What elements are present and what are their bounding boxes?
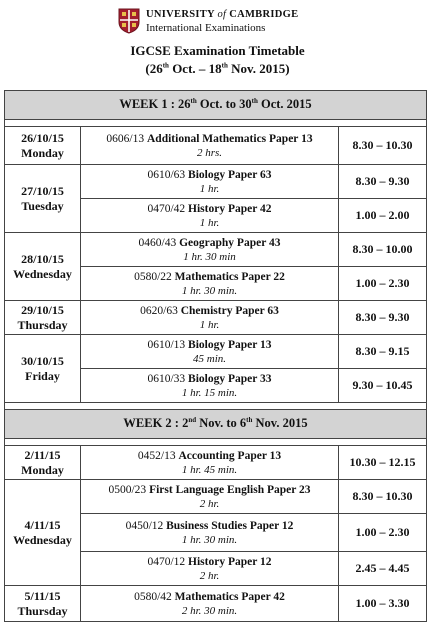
examinations-subtitle: International Examinations bbox=[146, 22, 266, 34]
time-cell: 8.30 – 10.30 bbox=[339, 127, 427, 165]
exam-period: (26th Oct. – 18th Nov. 2015) bbox=[145, 61, 290, 76]
exam-cell: 0610/63 Biology Paper 63 1 hr. bbox=[81, 165, 339, 199]
day-cell: 26/10/15 Monday bbox=[5, 127, 81, 165]
exam-cell: 0470/12 History Paper 12 2 hr. bbox=[81, 552, 339, 586]
table-row bbox=[5, 446, 427, 480]
exam-cell: 0470/42 History Paper 42 1 hr. bbox=[81, 199, 339, 233]
time-cell: 2.45 – 4.45 bbox=[339, 552, 427, 586]
table-row bbox=[5, 165, 427, 199]
week-2-heading: WEEK 2 : 2nd Nov. to 6th Nov. 2015 bbox=[5, 410, 427, 439]
table-row bbox=[5, 127, 427, 165]
time-cell: 1.00 – 2.30 bbox=[339, 514, 427, 552]
time-cell: 1.00 – 3.30 bbox=[339, 586, 427, 622]
time-cell: 8.30 – 9.30 bbox=[339, 165, 427, 199]
day-cell: 2/11/15 Monday bbox=[5, 446, 81, 480]
week-1-heading: WEEK 1 : 26th Oct. to 30th Oct. 2015 bbox=[5, 91, 427, 120]
page-title: IGCSE Examination Timetable bbox=[130, 43, 305, 58]
day-cell: 30/10/15 Friday bbox=[5, 335, 81, 403]
time-cell: 1.00 – 2.00 bbox=[339, 199, 427, 233]
table-row bbox=[5, 586, 427, 622]
document-header bbox=[0, 0, 435, 86]
exam-cell: 0580/22 Mathematics Paper 22 1 hr. 30 min. bbox=[81, 267, 339, 301]
day-cell: 4/11/15 Wednesday bbox=[5, 480, 81, 586]
exam-cell: 0500/23 First Language English Paper 23 2 hr. bbox=[81, 480, 339, 514]
time-cell: 1.00 – 2.30 bbox=[339, 267, 427, 301]
time-cell: 8.30 – 9.30 bbox=[339, 301, 427, 335]
day-cell: 27/10/15 Tuesday bbox=[5, 165, 81, 233]
exam-cell: 0460/43 Geography Paper 43 1 hr. 30 min bbox=[81, 233, 339, 267]
time-cell: 9.30 – 10.45 bbox=[339, 369, 427, 403]
time-cell: 8.30 – 9.15 bbox=[339, 335, 427, 369]
table-row bbox=[5, 480, 427, 514]
exam-cell: 0620/63 Chemistry Paper 63 1 hr. bbox=[81, 301, 339, 335]
timetable bbox=[4, 90, 427, 622]
day-cell: 28/10/15 Wednesday bbox=[5, 233, 81, 301]
day-cell: 5/11/15 Thursday bbox=[5, 586, 81, 622]
exam-cell: 0610/33 Biology Paper 33 1 hr. 15 min. bbox=[81, 369, 339, 403]
table-row bbox=[5, 335, 427, 369]
exam-cell: 0580/42 Mathematics Paper 42 2 hr. 30 min. bbox=[81, 586, 339, 622]
exam-cell: 0606/13 Additional Mathematics Paper 13 2 hrs. bbox=[81, 127, 339, 165]
time-cell: 8.30 – 10.30 bbox=[339, 480, 427, 514]
time-cell: 8.30 – 10.00 bbox=[339, 233, 427, 267]
cambridge-shield-logo bbox=[118, 8, 140, 34]
table-row bbox=[5, 301, 427, 335]
exam-cell: 0610/13 Biology Paper 13 45 min. bbox=[81, 335, 339, 369]
time-cell: 10.30 – 12.15 bbox=[339, 446, 427, 480]
university-name: UNIVERSITY of CAMBRIDGE bbox=[146, 9, 299, 20]
exam-cell: 0450/12 Business Studies Paper 12 1 hr. 30 min. bbox=[81, 514, 339, 552]
exam-cell: 0452/13 Accounting Paper 13 1 hr. 45 min. bbox=[81, 446, 339, 480]
day-cell: 29/10/15 Thursday bbox=[5, 301, 81, 335]
table-row bbox=[5, 233, 427, 267]
